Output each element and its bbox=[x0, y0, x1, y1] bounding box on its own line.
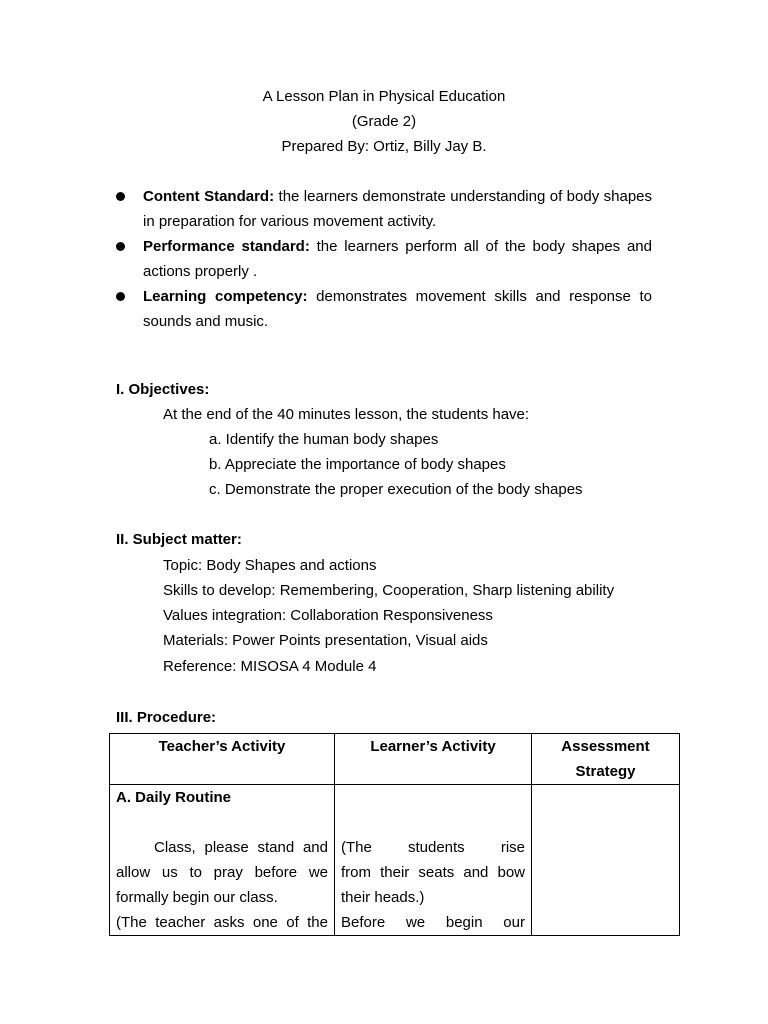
procedure-table bbox=[109, 733, 680, 936]
teacher-line: Class, please stand and bbox=[154, 839, 328, 856]
table-row bbox=[110, 785, 680, 936]
objective-item: b. Appreciate the importance of body shapes bbox=[209, 456, 506, 473]
standard-text: the learners demonstrate understanding of body shapes in preparation for various movement activity. bbox=[143, 188, 653, 230]
section-a-label: A. Daily Routine bbox=[116, 789, 232, 806]
teacher-line: allow us to pray before we bbox=[116, 864, 328, 881]
standard-text: demonstrates movement skills and response to sounds and music. bbox=[143, 288, 652, 330]
standard-label: Performance standard: bbox=[143, 238, 310, 255]
list-item bbox=[116, 184, 652, 234]
standard-text: the learners perform all of the body shapes and actions properly . bbox=[143, 238, 652, 280]
subject-item: Values integration: Collaboration Responsiveness bbox=[163, 607, 493, 624]
subject-item: Skills to develop: Remembering, Cooperation, Sharp listening ability bbox=[163, 582, 615, 599]
column-header-teacher: Teacher’s Activity bbox=[110, 734, 335, 785]
document-title: A Lesson Plan in Physical Education bbox=[262, 88, 506, 105]
bullet-icon bbox=[116, 292, 125, 301]
grade-label: (Grade 2) bbox=[351, 113, 417, 130]
subject-item: Materials: Power Points presentation, Visual aids bbox=[163, 632, 488, 649]
standard-label: Learning competency: bbox=[143, 288, 308, 305]
subject-item: Topic: Body Shapes and actions bbox=[163, 557, 377, 574]
learner-line: (The students rise bbox=[341, 839, 525, 856]
column-header-learner: Learner’s Activity bbox=[335, 734, 532, 785]
document-header bbox=[0, 84, 768, 159]
bullet-icon bbox=[116, 242, 125, 251]
bullet-icon bbox=[116, 192, 125, 201]
teacher-line: (The teacher asks one of the bbox=[116, 914, 328, 931]
learner-line: their heads.) bbox=[341, 889, 425, 906]
objectives-intro: At the end of the 40 minutes lesson, the students have: bbox=[163, 406, 530, 423]
teacher-activity-cell bbox=[110, 785, 335, 936]
subject-matter-heading: II. Subject matter: bbox=[116, 531, 242, 548]
objective-item: a. Identify the human body shapes bbox=[209, 431, 439, 448]
standards-list bbox=[116, 184, 652, 334]
objectives-heading: I. Objectives: bbox=[116, 381, 210, 398]
teacher-line: formally begin our class. bbox=[116, 889, 278, 906]
list-item bbox=[116, 284, 652, 334]
subject-item: Reference: MISOSA 4 Module 4 bbox=[163, 658, 377, 675]
learner-line: Before we begin our bbox=[341, 914, 525, 931]
column-header-assessment: Assessment Strategy bbox=[532, 734, 680, 785]
list-item bbox=[116, 234, 652, 284]
objective-item: c. Demonstrate the proper execution of the body shapes bbox=[209, 481, 583, 498]
standard-label: Content Standard: bbox=[143, 188, 275, 205]
procedure-heading: III. Procedure: bbox=[116, 709, 217, 726]
assessment-cell bbox=[532, 785, 680, 936]
table-header-row bbox=[110, 734, 680, 785]
learner-line: from their seats and bow bbox=[341, 864, 525, 881]
learner-activity-cell bbox=[335, 785, 532, 936]
prepared-by: Prepared By: Ortiz, Billy Jay B. bbox=[281, 138, 487, 155]
